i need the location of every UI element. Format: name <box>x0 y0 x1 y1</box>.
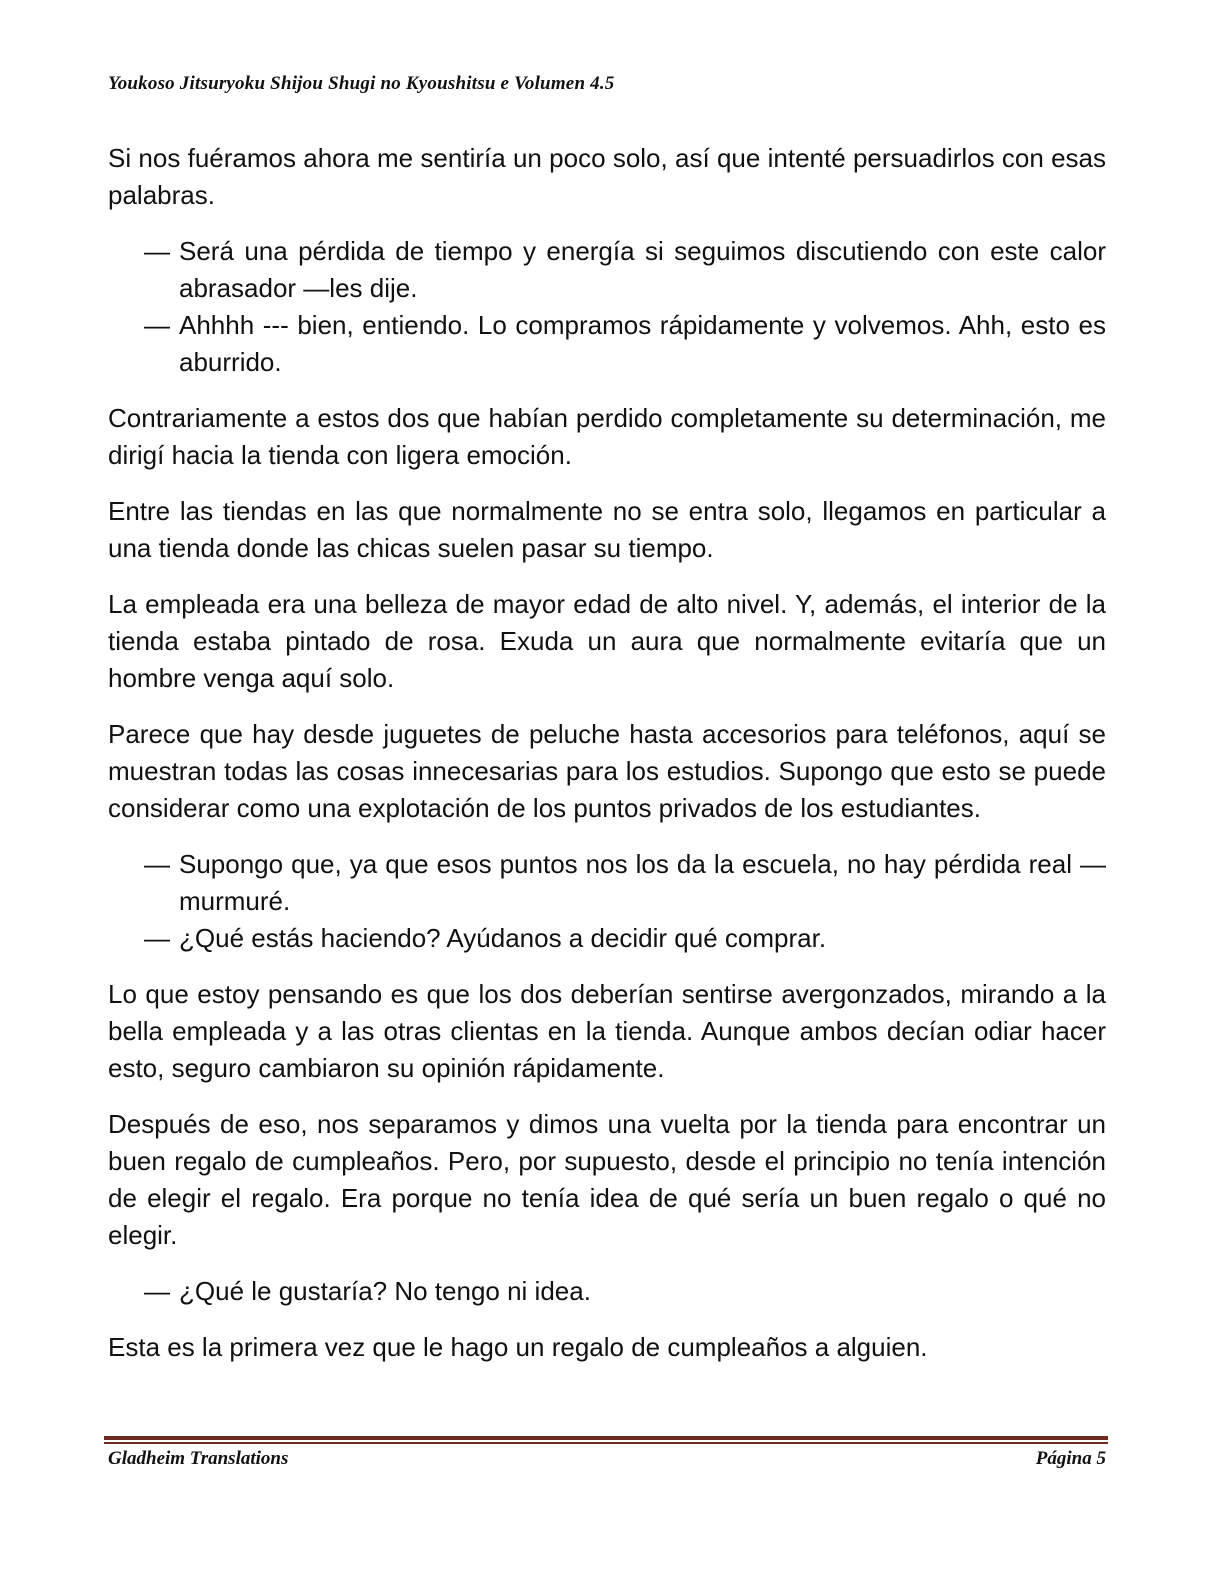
dialogue-line <box>108 846 1106 920</box>
dialogue-line <box>108 233 1106 307</box>
footer-page-number: Página 5 <box>1035 1448 1106 1469</box>
dialogue-line <box>108 307 1106 381</box>
paragraph: Contrariamente a estos dos que habían perdido completamente su determinación, me dirigí hacia la tienda con ligera emoción. <box>108 403 1106 470</box>
dialogue-group <box>108 1273 1106 1310</box>
footer-divider-thin <box>104 1442 1108 1444</box>
dialogue-group <box>108 846 1106 957</box>
dialogue-dash: — <box>144 310 170 340</box>
paragraph: Esta es la primera vez que le hago un regalo de cumpleaños a alguien. <box>108 1332 928 1362</box>
footer-translator-credit: Gladheim Translations <box>108 1448 289 1469</box>
dialogue-group <box>108 233 1106 381</box>
dialogue-dash: — <box>144 1276 170 1306</box>
paragraph: Parece que hay desde juguetes de peluche hasta accesorios para teléfonos, aquí se muestran todas las cosas innecesarias para los estudios. Supongo que esto se puede considerar como una explotación de los puntos privados de los estudiantes. <box>108 719 1106 823</box>
dialogue-text: ¿Qué le gustaría? No tengo ni idea. <box>179 1276 591 1306</box>
dialogue-text: ¿Qué estás haciendo? Ayúdanos a decidir qué comprar. <box>179 923 827 953</box>
dialogue-text: Ahhhh --- bien, entiendo. Lo compramos rápidamente y volvemos. Ahh, esto es aburrido. <box>179 310 1106 377</box>
paragraph: La empleada era una belleza de mayor edad de alto nivel. Y, además, el interior de la tienda estaba pintado de rosa. Exuda un aura que normalmente evitaría que un hombre venga aquí solo. <box>108 589 1106 693</box>
paragraph: Lo que estoy pensando es que los dos deberían sentirse avergonzados, mirando a la bella empleada y a las otras clientas en la tienda. Aunque ambos decían odiar hacer esto, seguro cambiaron su opinión rápidamente. <box>108 979 1106 1083</box>
dialogue-dash: — <box>144 849 170 879</box>
dialogue-text: Supongo que, ya que esos puntos nos los da la escuela, no hay pérdida real —murmuré. <box>179 849 1106 916</box>
page-header-title: Youkoso Jitsuryoku Shijou Shugi no Kyoushitsu e Volumen 4.5 <box>108 73 615 94</box>
footer-divider <box>104 1436 1108 1444</box>
paragraph: Después de eso, nos separamos y dimos una vuelta por la tienda para encontrar un buen regalo de cumpleaños. Pero, por supuesto, desde el principio no tenía intención de elegir el regalo. Era porque no tenía idea de qué sería un buen regalo o qué no elegir. <box>108 1109 1106 1250</box>
dialogue-line <box>108 920 1106 957</box>
dialogue-dash: — <box>144 236 170 266</box>
page-body <box>108 140 1106 1385</box>
dialogue-dash: — <box>144 923 170 953</box>
dialogue-text: Será una pérdida de tiempo y energía si seguimos discutiendo con este calor abrasador —les dije. <box>179 236 1106 303</box>
dialogue-line <box>108 1273 1106 1310</box>
paragraph: Entre las tiendas en las que normalmente no se entra solo, llegamos en particular a una tienda donde las chicas suelen pasar su tiempo. <box>108 496 1106 563</box>
paragraph: Si nos fuéramos ahora me sentiría un poco solo, así que intenté persuadirlos con esas palabras. <box>108 143 1106 210</box>
